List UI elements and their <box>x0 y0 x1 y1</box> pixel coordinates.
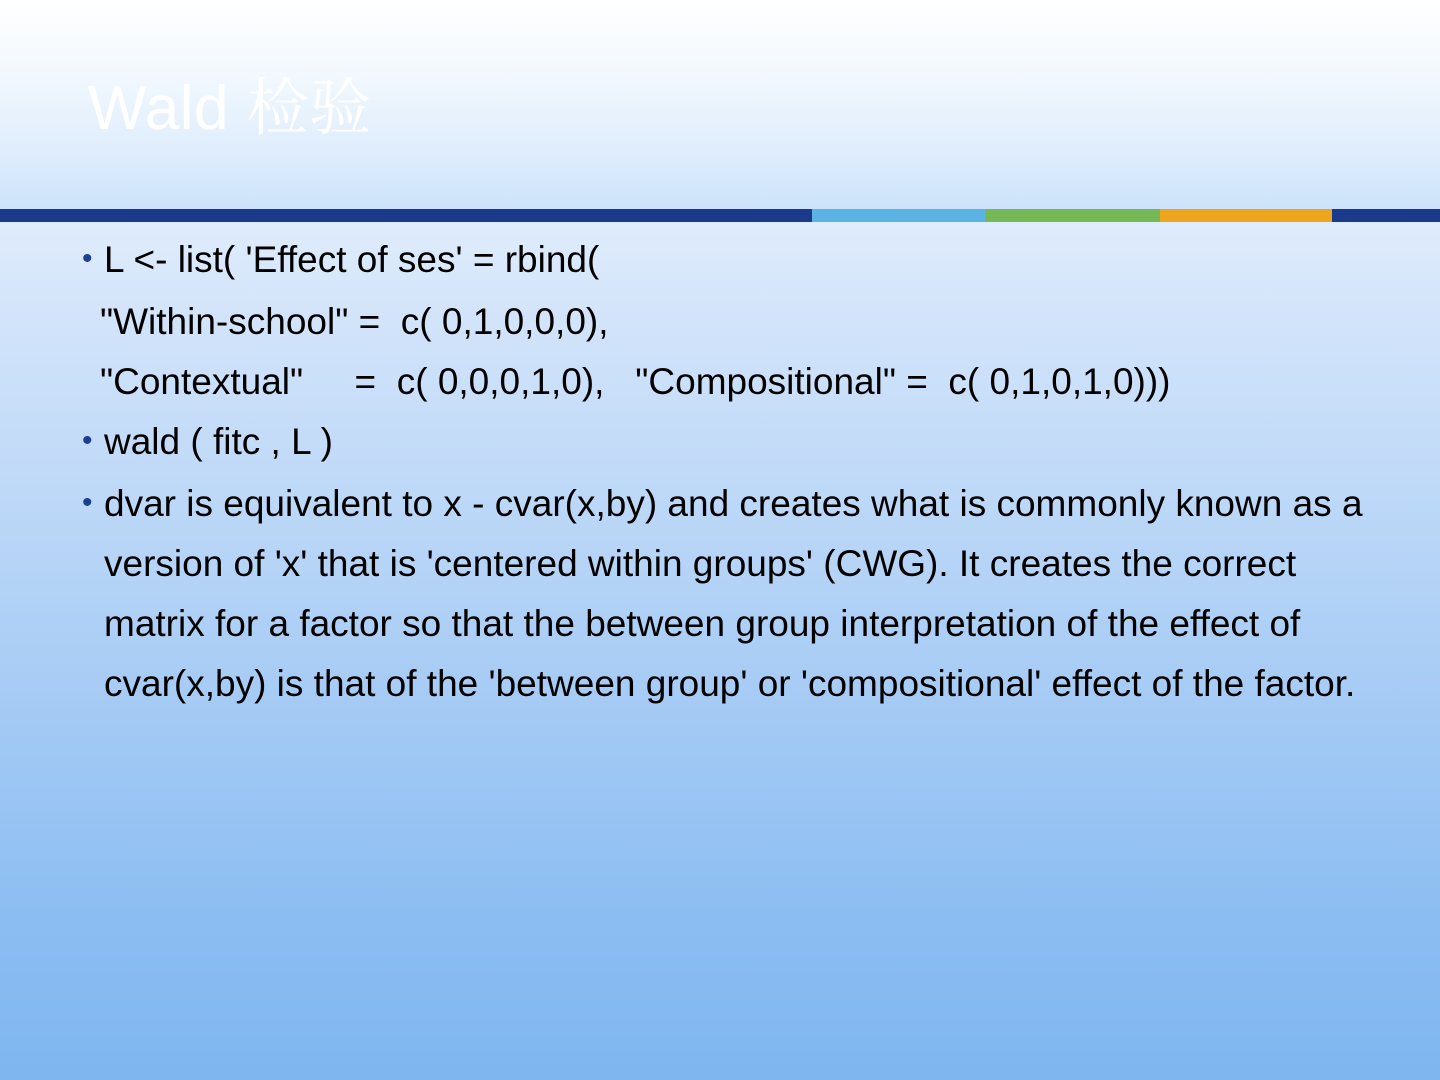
bullet-icon: • <box>82 423 93 457</box>
page-title: Wald 检验 <box>88 74 372 143</box>
divider-segment-navy-right <box>1332 209 1440 222</box>
code-line-2: "Within-school" = c( 0,1,0,0,0), <box>100 300 609 342</box>
code-line-3: "Contextual" = c( 0,0,0,1,0), "Compositional" = c( 0,1,0,1,0))) <box>100 360 1171 402</box>
code-line-1: L <- list( 'Effect of ses' = rbind( <box>104 239 600 280</box>
list-item <box>70 474 1373 714</box>
title-divider-bar <box>0 209 1440 222</box>
slide-content <box>0 230 1440 716</box>
divider-segment-green <box>985 209 1160 222</box>
list-item <box>70 412 1370 472</box>
divider-segment-orange <box>1160 209 1332 222</box>
bullet-icon: • <box>82 242 93 275</box>
list-item <box>70 230 1370 290</box>
divider-segment-blue <box>812 209 985 222</box>
code-line-4: wald ( fitc , L ) <box>104 420 333 462</box>
description-paragraph: dvar is equivalent to x - cvar(x,by) and creates what is commonly known as a version of 'x' that is 'centered within groups' (CWG). It creates the correct matrix for a factor so that the between group interpretation of the effect of cvar(x,by) is that of the 'between group' or 'compositional' effect of the factor. <box>104 482 1373 704</box>
bullet-icon: • <box>82 485 93 519</box>
divider-segment-navy-left <box>0 209 812 222</box>
